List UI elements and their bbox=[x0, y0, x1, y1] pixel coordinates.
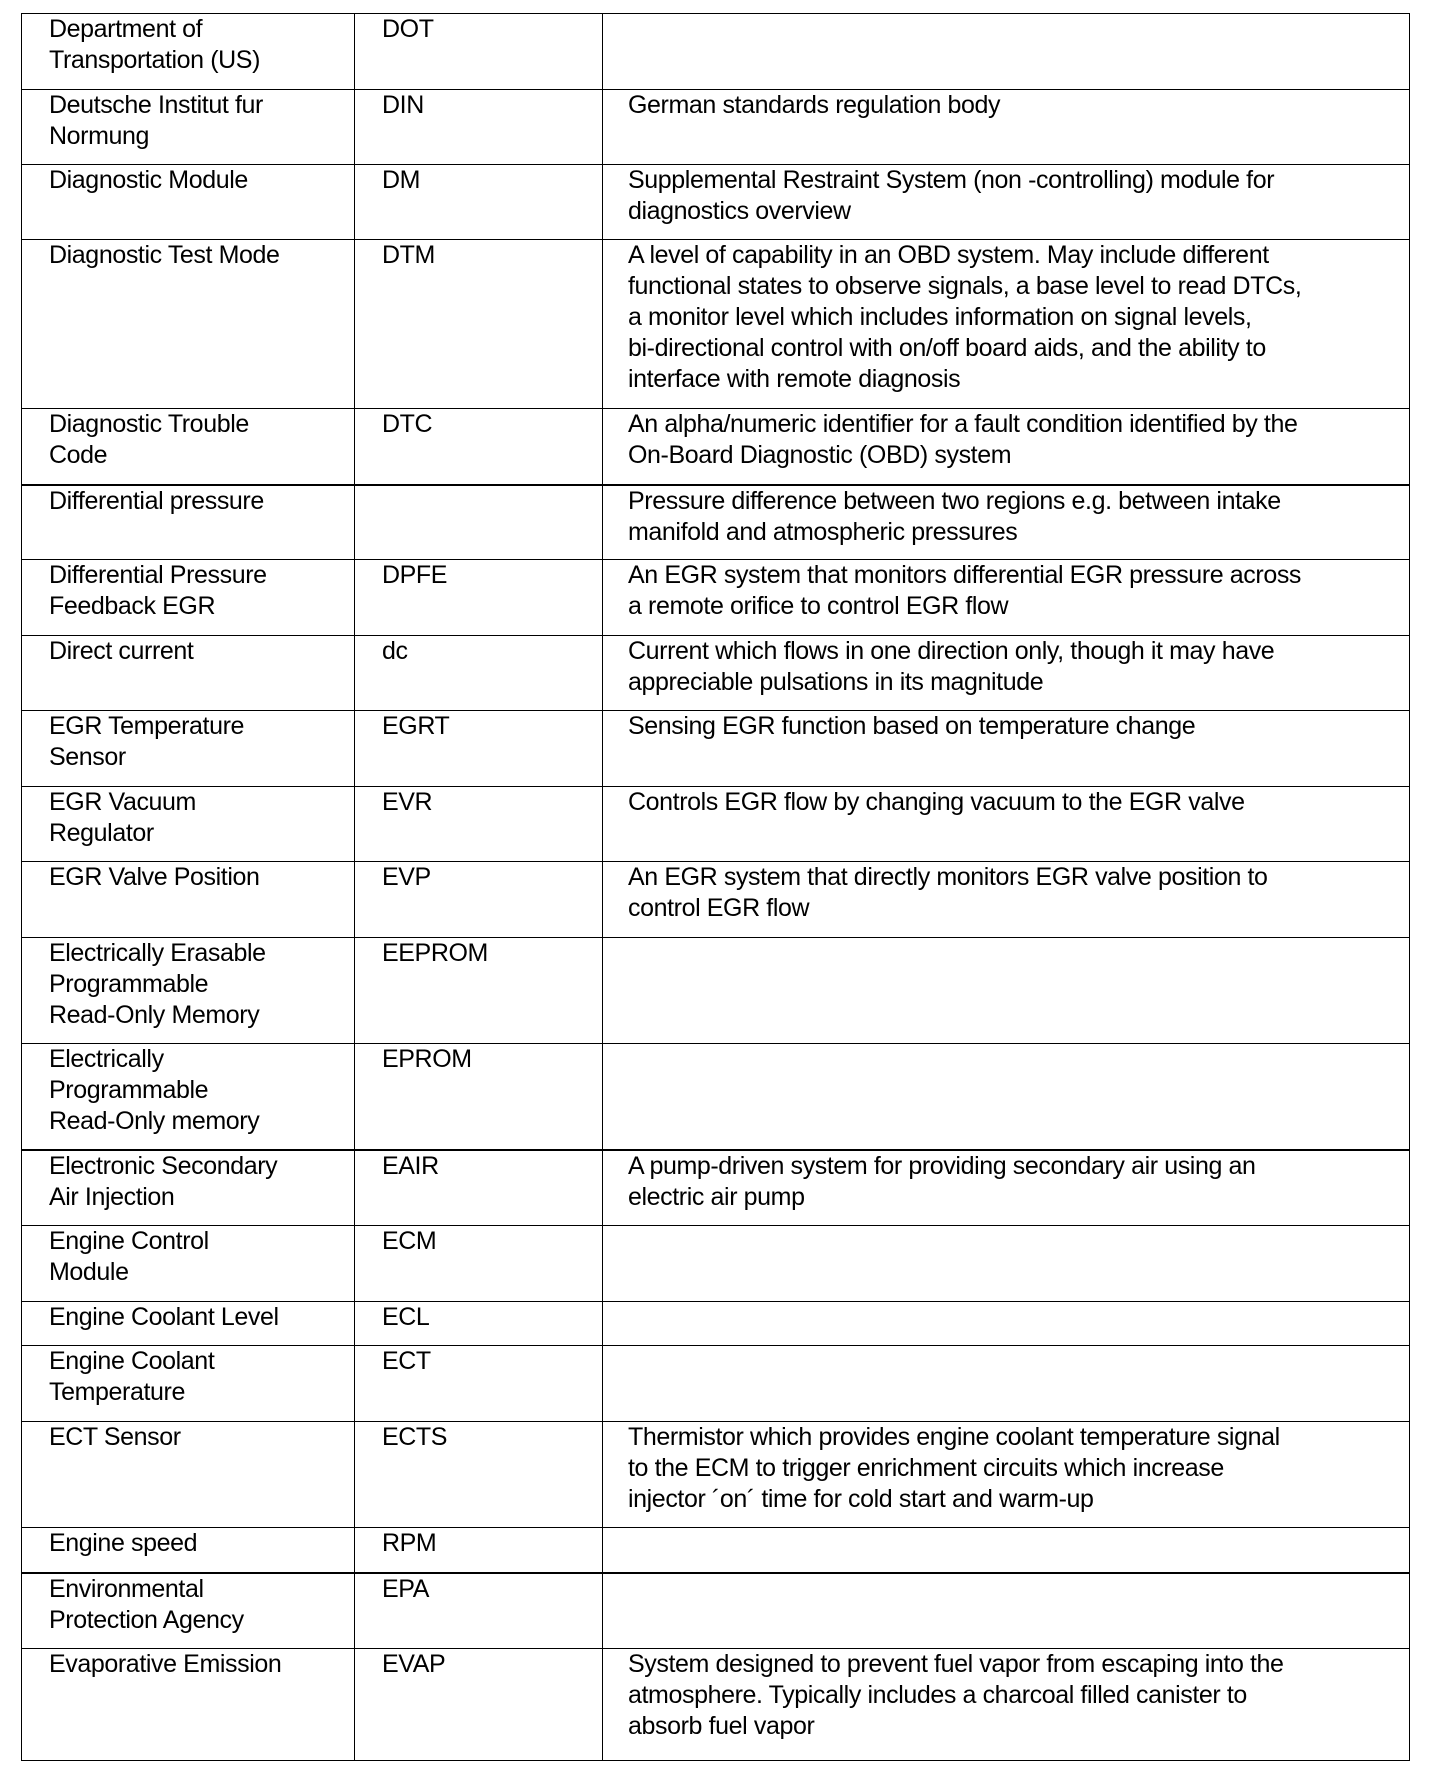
table-row bbox=[22, 560, 1410, 636]
term-cell: ECT Sensor bbox=[22, 1422, 355, 1528]
term-cell: EGR Temperature Sensor bbox=[22, 711, 355, 787]
description-cell bbox=[603, 1573, 1410, 1649]
term-cell: Diagnostic Test Mode bbox=[22, 240, 355, 409]
description-cell: Sensing EGR function based on temperature change bbox=[603, 711, 1410, 787]
abbreviation-cell: dc bbox=[355, 636, 603, 711]
term-cell: Engine speed bbox=[22, 1528, 355, 1573]
table-row bbox=[22, 711, 1410, 787]
table-row bbox=[22, 862, 1410, 938]
table-row bbox=[22, 485, 1410, 560]
abbreviation-cell: ECT bbox=[355, 1346, 603, 1422]
table-row bbox=[22, 14, 1410, 90]
abbreviation-cell: ECL bbox=[355, 1302, 603, 1346]
table-row bbox=[22, 938, 1410, 1044]
description-cell: Thermistor which provides engine coolant temperature signal to the ECM to trigger enrichment circuits which increase injector ´on´ time for cold start and warm-up bbox=[603, 1422, 1410, 1528]
description-cell: An EGR system that directly monitors EGR valve position to control EGR flow bbox=[603, 862, 1410, 938]
abbreviation-cell: EGRT bbox=[355, 711, 603, 787]
abbreviation-cell: DTC bbox=[355, 409, 603, 485]
table-row bbox=[22, 636, 1410, 711]
abbreviation-cell: DIN bbox=[355, 90, 603, 165]
abbreviation-cell: ECM bbox=[355, 1226, 603, 1302]
term-cell: Engine Coolant Level bbox=[22, 1302, 355, 1346]
abbreviation-cell: RPM bbox=[355, 1528, 603, 1573]
description-cell: System designed to prevent fuel vapor from escaping into the atmosphere. Typically includes a charcoal filled canister to absorb fuel vapor bbox=[603, 1649, 1410, 1761]
term-cell: Department of Transportation (US) bbox=[22, 14, 355, 90]
term-cell: Engine Coolant Temperature bbox=[22, 1346, 355, 1422]
table-row bbox=[22, 240, 1410, 409]
description-cell bbox=[603, 1044, 1410, 1150]
table-row bbox=[22, 165, 1410, 240]
table-row bbox=[22, 1302, 1410, 1346]
table-row bbox=[22, 1226, 1410, 1302]
abbreviation-cell: DOT bbox=[355, 14, 603, 90]
glossary-body bbox=[22, 14, 1410, 1761]
table-row bbox=[22, 787, 1410, 862]
term-cell: EGR Vacuum Regulator bbox=[22, 787, 355, 862]
abbreviation-cell: EPROM bbox=[355, 1044, 603, 1150]
abbreviation-cell: EVAP bbox=[355, 1649, 603, 1761]
description-cell bbox=[603, 1346, 1410, 1422]
description-cell: A level of capability in an OBD system. May include different functional states to observe signals, a base level to read DTCs, a monitor level which includes information on signal levels, bi-directional control with on/off board aids, and the ability to interface with remote diagnosis bbox=[603, 240, 1410, 409]
description-cell bbox=[603, 1302, 1410, 1346]
abbreviation-cell: EAIR bbox=[355, 1150, 603, 1226]
abbreviation-cell: ECTS bbox=[355, 1422, 603, 1528]
term-cell: Electrically Programmable Read-Only memory bbox=[22, 1044, 355, 1150]
abbreviation-cell: DTM bbox=[355, 240, 603, 409]
term-cell: Electronic Secondary Air Injection bbox=[22, 1150, 355, 1226]
term-cell: Direct current bbox=[22, 636, 355, 711]
description-cell: Pressure difference between two regions e.g. between intake manifold and atmospheric pressures bbox=[603, 485, 1410, 560]
description-cell: An alpha/numeric identifier for a fault condition identified by the On-Board Diagnostic (OBD) system bbox=[603, 409, 1410, 485]
description-cell: A pump-driven system for providing secondary air using an electric air pump bbox=[603, 1150, 1410, 1226]
term-cell: Evaporative Emission bbox=[22, 1649, 355, 1761]
description-cell: German standards regulation body bbox=[603, 90, 1410, 165]
abbreviation-cell bbox=[355, 485, 603, 560]
term-cell: Electrically Erasable Programmable Read-Only Memory bbox=[22, 938, 355, 1044]
table-row bbox=[22, 1528, 1410, 1573]
term-cell: Differential pressure bbox=[22, 485, 355, 560]
glossary-table bbox=[21, 13, 1410, 1761]
description-cell bbox=[603, 938, 1410, 1044]
table-row bbox=[22, 1346, 1410, 1422]
term-cell: Engine Control Module bbox=[22, 1226, 355, 1302]
abbreviation-cell: EPA bbox=[355, 1573, 603, 1649]
table-row bbox=[22, 409, 1410, 485]
abbreviation-cell: DPFE bbox=[355, 560, 603, 636]
term-cell: Environmental Protection Agency bbox=[22, 1573, 355, 1649]
abbreviation-cell: EVR bbox=[355, 787, 603, 862]
description-cell: An EGR system that monitors differential EGR pressure across a remote orifice to control EGR flow bbox=[603, 560, 1410, 636]
table-row bbox=[22, 1044, 1410, 1150]
description-cell: Current which flows in one direction only, though it may have appreciable pulsations in its magnitude bbox=[603, 636, 1410, 711]
description-cell: Supplemental Restraint System (non -controlling) module for diagnostics overview bbox=[603, 165, 1410, 240]
term-cell: EGR Valve Position bbox=[22, 862, 355, 938]
description-cell bbox=[603, 14, 1410, 90]
term-cell: Diagnostic Trouble Code bbox=[22, 409, 355, 485]
abbreviation-cell: EEPROM bbox=[355, 938, 603, 1044]
description-cell bbox=[603, 1528, 1410, 1573]
table-row bbox=[22, 90, 1410, 165]
table-row bbox=[22, 1573, 1410, 1649]
description-cell: Controls EGR flow by changing vacuum to the EGR valve bbox=[603, 787, 1410, 862]
abbreviation-cell: DM bbox=[355, 165, 603, 240]
term-cell: Diagnostic Module bbox=[22, 165, 355, 240]
table-row bbox=[22, 1422, 1410, 1528]
term-cell: Deutsche Institut fur Normung bbox=[22, 90, 355, 165]
term-cell: Differential Pressure Feedback EGR bbox=[22, 560, 355, 636]
table-row bbox=[22, 1649, 1410, 1761]
abbreviation-cell: EVP bbox=[355, 862, 603, 938]
description-cell bbox=[603, 1226, 1410, 1302]
table-row bbox=[22, 1150, 1410, 1226]
